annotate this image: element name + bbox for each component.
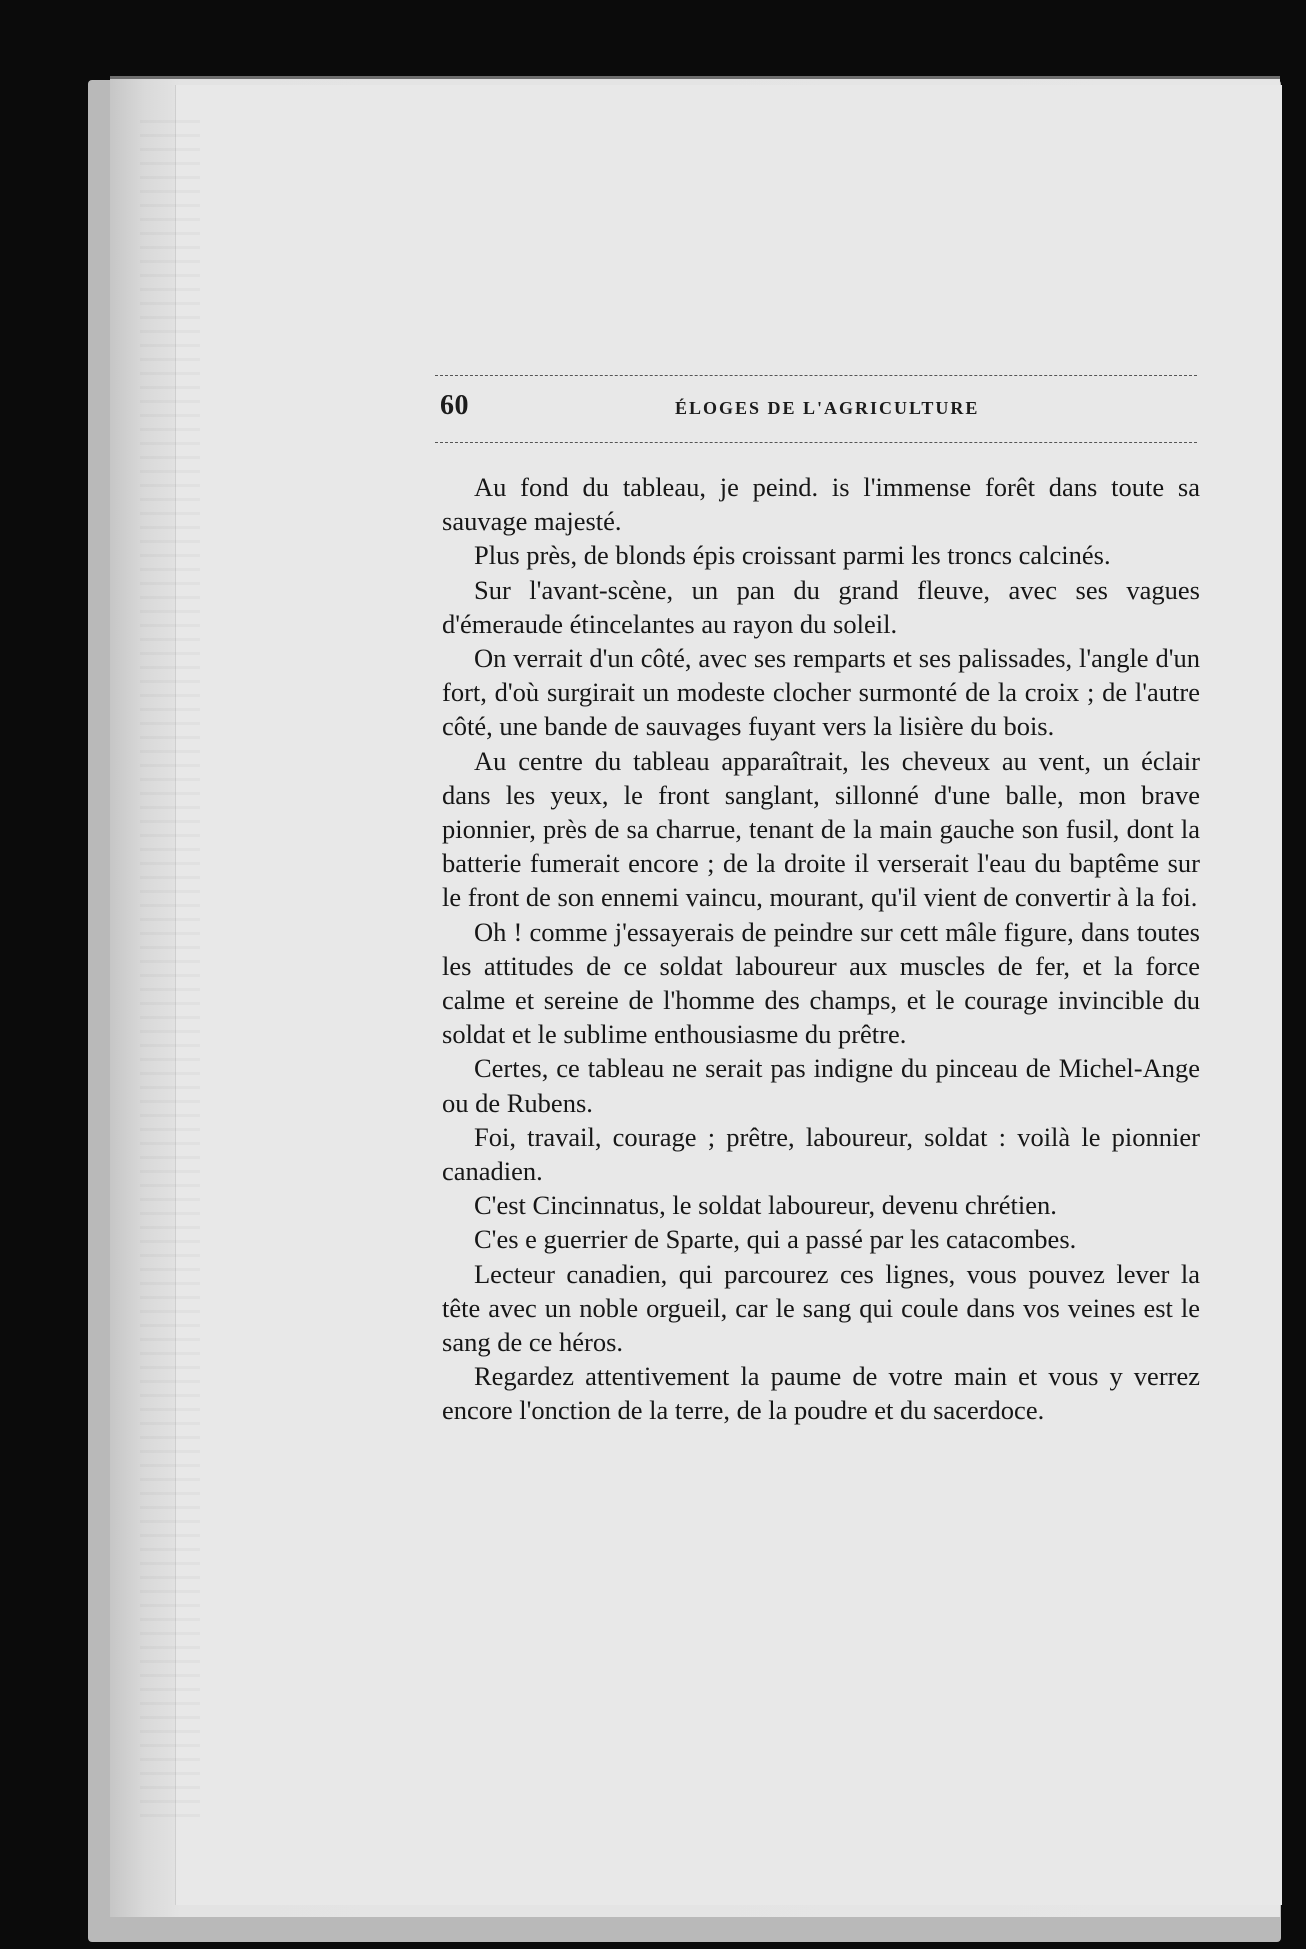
paragraph: C'est Cincinnatus, le soldat laboureur, devenu chrétien. [474, 1190, 1057, 1221]
page-number: 60 [440, 390, 469, 421]
paragraph: Lecteur canadien, qui parcourez ces lignes, vous pouvez lever la tête avec un noble orgueil, car le sang qui coule dans vos veines est le sang de ce héros. [442, 1258, 1200, 1358]
body-text [442, 470, 1200, 1428]
paragraph: Au centre du tableau apparaîtrait, les cheveux au vent, un éclair dans les yeux, le front sanglant, sillonné d'une balle, mon brave pionnier, près de sa charrue, tenant de la main gauche son fusil, dont la batterie fumerait encore ; de la droite il verserait l'eau du baptême sur le front de son ennemi vaincu, mourant, qu'il vient de convertir à la foi. [442, 745, 1200, 913]
paragraph: C'es e guerrier de Sparte, qui a passé par les catacombes. [474, 1224, 1077, 1255]
paragraph: Plus près, de blonds épis croissant parmi les troncs calcinés. [474, 540, 1111, 571]
page-header [440, 390, 1200, 430]
header-rule-bottom [435, 442, 1197, 443]
paragraph: On verrait d'un côté, avec ses remparts et ses palissades, l'angle d'un fort, d'où surgirait un modeste clocher surmonté de la croix ; de l'autre côté, une bande de sauvages fuyant vers la lisière du bois. [442, 643, 1200, 742]
page-edge-shadow [140, 120, 200, 1820]
paragraph: Certes, ce tableau ne serait pas indigne du pinceau de Michel-Ange ou de Rubens. [442, 1053, 1200, 1118]
paragraph: Foi, travail, courage ; prêtre, laboureur, soldat : voilà le pionnier canadien. [442, 1121, 1200, 1187]
paragraph: Regardez attentivement la paume de votre main et vous y verrez encore l'onction de la terre, de la poudre et du sacerdoce. [442, 1361, 1200, 1426]
running-title: ÉLOGES DE L'AGRICULTURE [675, 398, 980, 418]
paragraph: Au fond du tableau, je peind. is l'immense forêt dans toute sa sauvage majesté. [442, 472, 1200, 537]
paragraph: Sur l'avant-scène, un pan du grand fleuve, avec ses vagues d'émeraude étincelantes au rayon du soleil. [442, 574, 1200, 639]
header-rule-top [435, 375, 1197, 376]
paragraph: Oh ! comme j'essayerais de peindre sur cett mâle figure, dans toutes les attitudes de ce soldat laboureur aux muscles de fer, et la force calme et sereine de l'homme des champs, et le courage invincible du soldat et le sublime enthousiasme du prêtre. [442, 916, 1200, 1050]
